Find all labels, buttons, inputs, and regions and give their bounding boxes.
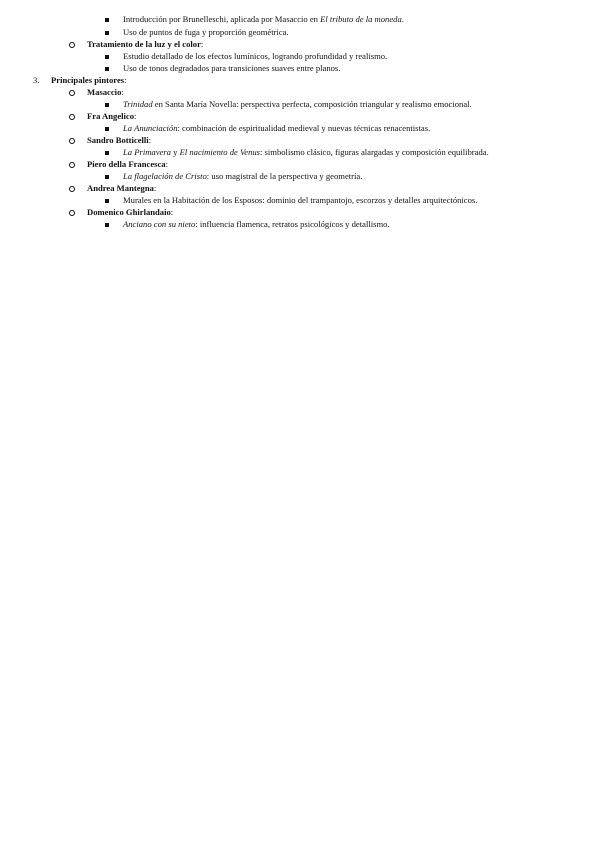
circle-bullet-icon — [69, 87, 75, 98]
square-bullet-icon — [105, 27, 109, 38]
square-bullet-icon — [105, 14, 109, 25]
square-bullet-icon — [105, 219, 109, 230]
list-item: Estudio detallado de los efectos lumínicos, logrando profundidad y realismo. — [123, 51, 388, 61]
square-bullet-icon — [105, 171, 109, 182]
circle-bullet-icon — [69, 111, 75, 122]
list-item: La flagelación de Cristo: uso magistral de la perspectiva y geometría. — [123, 171, 363, 181]
circle-bullet-icon — [69, 159, 75, 170]
square-bullet-icon — [105, 195, 109, 206]
list-item: Uso de puntos de fuga y proporción geométrica. — [123, 27, 289, 37]
painter-name: Andrea Mantegna: — [87, 183, 157, 193]
square-bullet-icon — [105, 99, 109, 110]
list-item: Uso de tonos degradados para transiciones suaves entre planos. — [123, 63, 341, 73]
list-item: Introducción por Brunelleschi, aplicada por Masaccio en El tributo de la moneda. — [123, 14, 404, 24]
section-heading: Principales pintores: — [51, 75, 127, 85]
circle-bullet-icon — [69, 39, 75, 50]
painter-name: Fra Angelico: — [87, 111, 137, 121]
circle-bullet-icon — [69, 135, 75, 146]
painter-name: Sandro Botticelli: — [87, 135, 152, 145]
list-item: Anciano con su nieto: influencia flamenca, retratos psicológicos y detallismo. — [123, 219, 390, 229]
square-bullet-icon — [105, 147, 109, 158]
square-bullet-icon — [105, 51, 109, 62]
list-item: Murales en la Habitación de los Esposos: dominio del trampantojo, escorzos y detalles arquitectónicos. — [123, 195, 478, 205]
painter-name: Piero della Francesca: — [87, 159, 168, 169]
square-bullet-icon — [105, 63, 109, 74]
list-item: Trinidad en Santa María Novella: perspectiva perfecta, composición triangular y realismo emocional. — [123, 99, 472, 109]
circle-bullet-icon — [69, 183, 75, 194]
section-heading: Tratamiento de la luz y el color: — [87, 39, 204, 49]
list-item: La Primavera y El nacimiento de Venus: simbolismo clásico, figuras alargadas y composición equilibrada. — [123, 147, 489, 157]
circle-bullet-icon — [69, 207, 75, 218]
list-number: 3. — [33, 75, 40, 85]
painter-name: Domenico Ghirlandaio: — [87, 207, 174, 217]
painter-name: Masaccio: — [87, 87, 124, 97]
square-bullet-icon — [105, 123, 109, 134]
list-item: La Anunciación: combinación de espiritualidad medieval y nuevas técnicas renacentistas. — [123, 123, 431, 133]
